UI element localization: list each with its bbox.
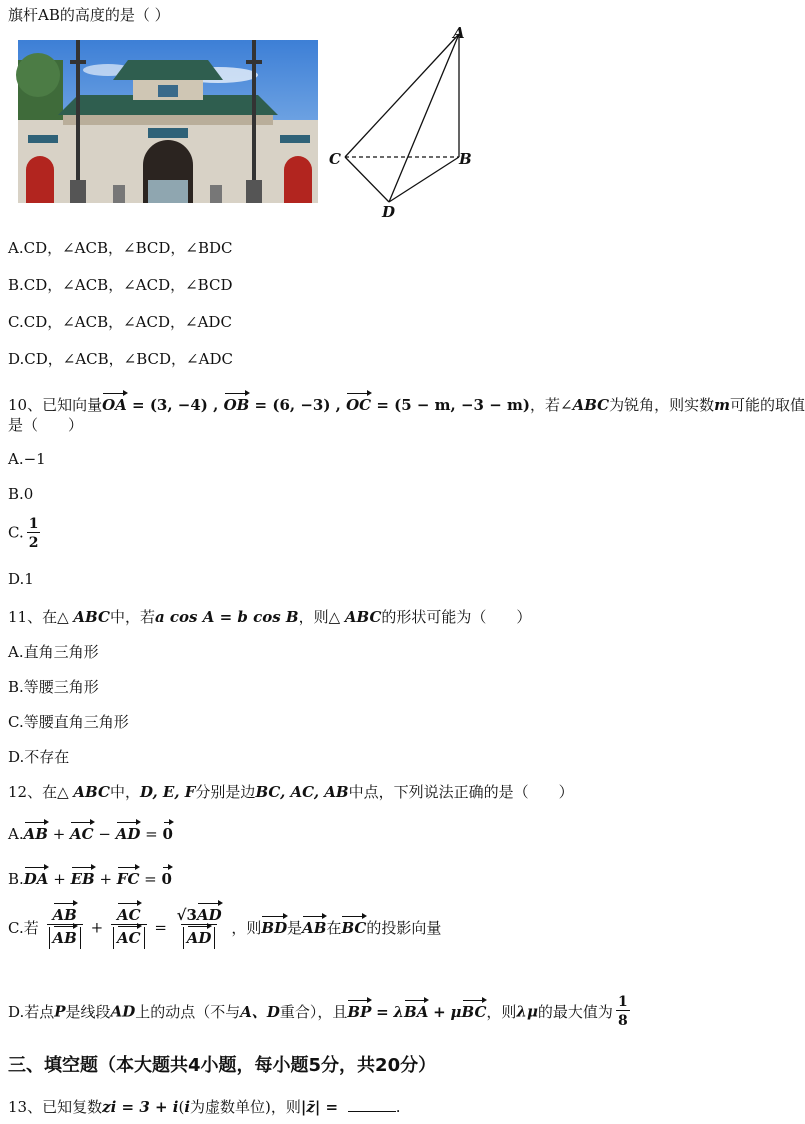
q9-stem-tail: 旗杆AB的高度的是（ ） xyxy=(8,6,170,24)
q11-option-a: A.直角三角形 xyxy=(8,643,99,661)
q12-stem: 12、在△ ABC中，D, E, F分别是边BC, AC, AB中点，下列说法正确的是（ ） xyxy=(8,783,574,801)
q9-option-d: D.CD，∠ACB，∠BCD，∠ADC xyxy=(8,350,233,368)
tetrahedron-figure xyxy=(325,22,485,222)
q10-option-a: A.−1 xyxy=(8,450,46,468)
q9-option-c: C.CD，∠ACB，∠ACD，∠ADC xyxy=(8,313,232,331)
q11-option-b: B.等腰三角形 xyxy=(8,678,99,696)
q12-option-a: A.AB + AC − AD = 0 xyxy=(8,825,173,843)
q12-option-b: B.DA + EB + FC = 0 xyxy=(8,870,172,888)
section-3-title: 三、填空题（本大题共4小题，每小题5分，共20分） xyxy=(8,1055,437,1076)
label-c: C xyxy=(329,150,341,168)
q9-option-a: A.CD，∠ACB，∠BCD，∠BDC xyxy=(8,239,233,257)
q10-option-c: C. $\frac{1}{2}$ xyxy=(8,516,39,551)
label-a: A xyxy=(453,24,465,42)
q10-option-b: B.0 xyxy=(8,485,34,503)
q13-stem: 13、已知复数zi = 3 + i(i为虚数单位)，则|z̄| = . xyxy=(8,1098,401,1116)
q12-option-d: D.若点P是线段AD上的动点（不与A、D重合），且BP = λBA + μBC，则λμ的最大值为 $\frac{1}{8}$ xyxy=(8,994,628,1029)
q11-option-d: D.不存在 xyxy=(8,748,70,766)
q12-option-c: C.若 $\frac{AB}{AB}$ + $\frac{AC}{AC}$ = $\frac{√3AD}{AD}$ ，则BD是AB在BC的投影向量 xyxy=(8,906,442,947)
label-b: B xyxy=(459,150,472,168)
q10-stem: 10、已知向量OA = (3, −4) , OB = (6, −3) , OC = (5 − m, −3 − m)，若∠ABC为锐角，则实数m可能的取值 xyxy=(8,396,805,414)
q11-stem: 11、在△ ABC中，若a cos A = b cos B，则△ ABC的形状可能为（ ） xyxy=(8,608,532,626)
q10-stem-line2: 是（ ） xyxy=(8,416,84,434)
q9-option-b: B.CD，∠ACB，∠ACD，∠BCD xyxy=(8,276,233,294)
archway-photo xyxy=(18,40,318,203)
q10-option-d: D.1 xyxy=(8,570,34,588)
answer-blank[interactable] xyxy=(348,1099,396,1112)
label-d: D xyxy=(382,203,396,221)
q11-option-c: C.等腰直角三角形 xyxy=(8,713,129,731)
